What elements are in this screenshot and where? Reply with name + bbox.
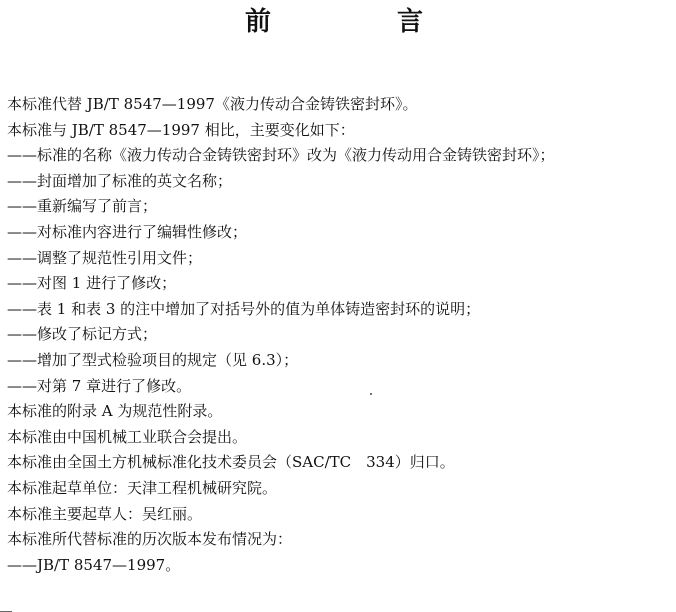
text-line: ——增加了型式检验项目的规定（见 6.3）； xyxy=(7,350,299,369)
text-line: ——表 1 和表 3 的注中增加了对括号外的值为单体铸造密封环的说明； xyxy=(7,299,481,318)
text-line: ——封面增加了标准的英文名称； xyxy=(7,171,233,190)
text-line: ——重新编写了前言； xyxy=(7,197,158,216)
scan-speck xyxy=(370,393,372,395)
text-line: ——调整了规范性引用文件； xyxy=(7,248,203,267)
text-line: ——对标准内容进行了编辑性修改； xyxy=(7,222,248,241)
text-line: ——JB/T 8547—1997。 xyxy=(7,555,181,574)
text-line: ——标准的名称《液力传动合金铸铁密封环》改为《液力传动用合金铸铁密封环》； xyxy=(7,146,555,165)
text-line: ——对第 7 章进行了修改。 xyxy=(7,376,192,395)
text-line: 本标准主要起草人：吴红丽。 xyxy=(7,504,203,523)
text-line: ——对图 1 进行了修改； xyxy=(7,274,177,293)
text-line: 本标准起草单位：天津工程机械研究院。 xyxy=(7,478,278,497)
text-line: 本标准由全国土方机械标准化技术委员会（SAC/TC 334）归口。 xyxy=(7,453,455,472)
foreword-body xyxy=(7,92,673,578)
text-line: 本标准代替 JB/T 8547—1997《液力传动合金铸铁密封环》。 xyxy=(7,95,418,113)
page-title: 前 言 xyxy=(244,7,473,37)
text-line: 本标准由中国机械工业联合会提出。 xyxy=(7,427,248,446)
text-line: ——修改了标记方式； xyxy=(7,325,158,344)
text-line: 本标准的附录 A 为规范性附录。 xyxy=(7,402,223,421)
text-line: 本标准与 JB/T 8547—1997 相比，主要变化如下： xyxy=(7,120,355,139)
text-line: 本标准所代替标准的历次版本发布情况为： xyxy=(7,530,293,549)
